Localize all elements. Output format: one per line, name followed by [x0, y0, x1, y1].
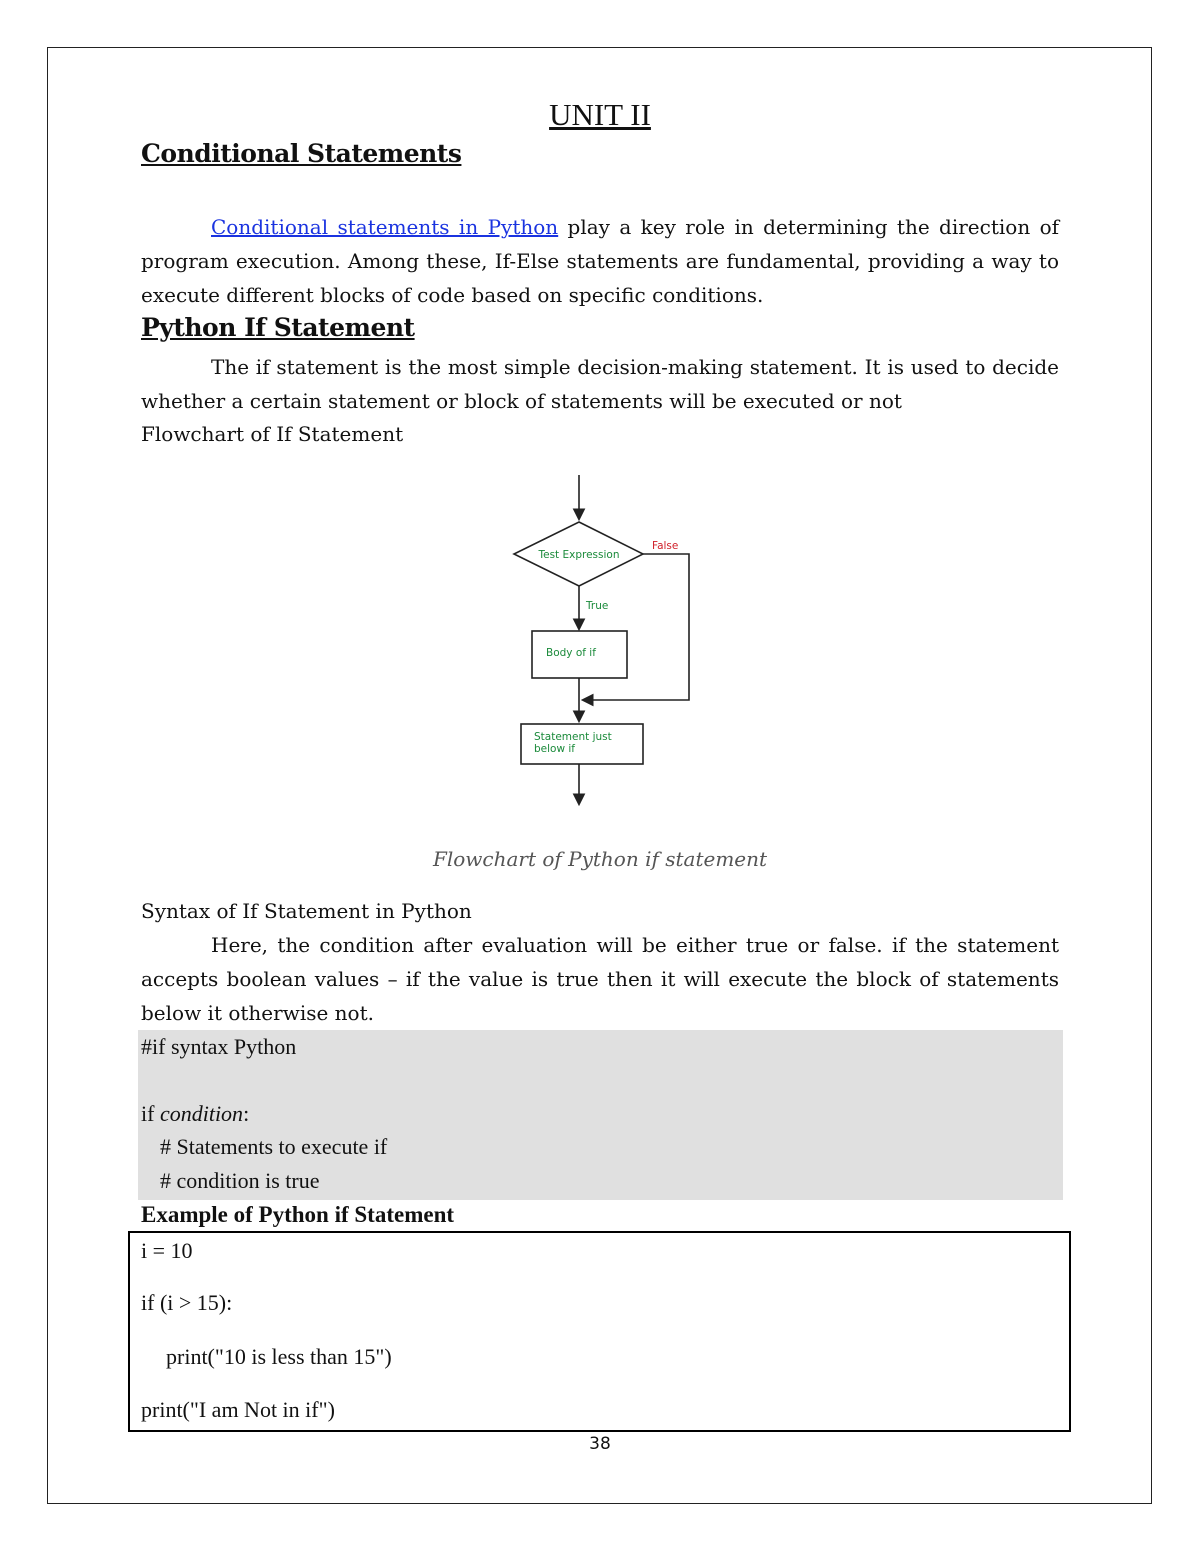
- conditional-statements-link[interactable]: Conditional statements in Python: [211, 215, 559, 239]
- example-line-4: print("I am Not in if"): [141, 1397, 335, 1422]
- colon: :: [243, 1101, 250, 1126]
- if-flowchart: [500, 470, 710, 815]
- syntax-heading: Syntax of If Statement in Python: [141, 899, 472, 923]
- heading-conditional-statements: Conditional Statements: [141, 139, 462, 168]
- syntax-line-4: # condition is true: [160, 1168, 320, 1193]
- flowchart-caption: Flowchart of Python if statement: [432, 847, 768, 871]
- body-of-if-text: Body of if: [546, 647, 596, 659]
- if-keyword: if: [141, 1101, 160, 1126]
- flowchart-label: Flowchart of If Statement: [141, 422, 404, 446]
- test-expression-text: Test Expression: [538, 549, 620, 561]
- statement-below-text-2: below if: [534, 743, 576, 755]
- syntax-line-3: # Statements to execute if: [160, 1134, 388, 1159]
- syntax-description: Here, the condition after evaluation will be either true or false. if the statement accepts boolean values – if the value is true then it will execute the block of statements below it otherwise not.: [141, 933, 1059, 1025]
- syntax-if-line: [141, 1101, 249, 1127]
- false-label: False: [652, 540, 679, 552]
- true-label: True: [586, 600, 609, 612]
- heading-python-if-statement: Python If Statement: [141, 313, 415, 342]
- if-description: The if statement is the most simple decision-making statement. It is used to decide whether a certain statement or block of statements will be executed or not: [141, 355, 1059, 413]
- example-line-2: if (i > 15):: [141, 1290, 233, 1315]
- statement-below-text-1: Statement just: [534, 731, 612, 743]
- unit-title: UNIT II: [549, 97, 651, 132]
- example-title: Example of Python if Statement: [141, 1202, 455, 1227]
- example-line-1: i = 10: [141, 1238, 193, 1263]
- page-number: 38: [589, 1434, 611, 1454]
- intro-paragraph: [141, 210, 1059, 312]
- example-line-3: print("10 is less than 15"): [166, 1344, 392, 1369]
- syntax-comment: #if syntax Python: [141, 1034, 297, 1059]
- intro-text: play a key role in determining the direction of program execution. Among these, If-Else statements are fundamental, providing a way to execute different blocks of code based on specific conditions.: [141, 215, 1060, 307]
- condition-word: condition: [159, 1101, 244, 1126]
